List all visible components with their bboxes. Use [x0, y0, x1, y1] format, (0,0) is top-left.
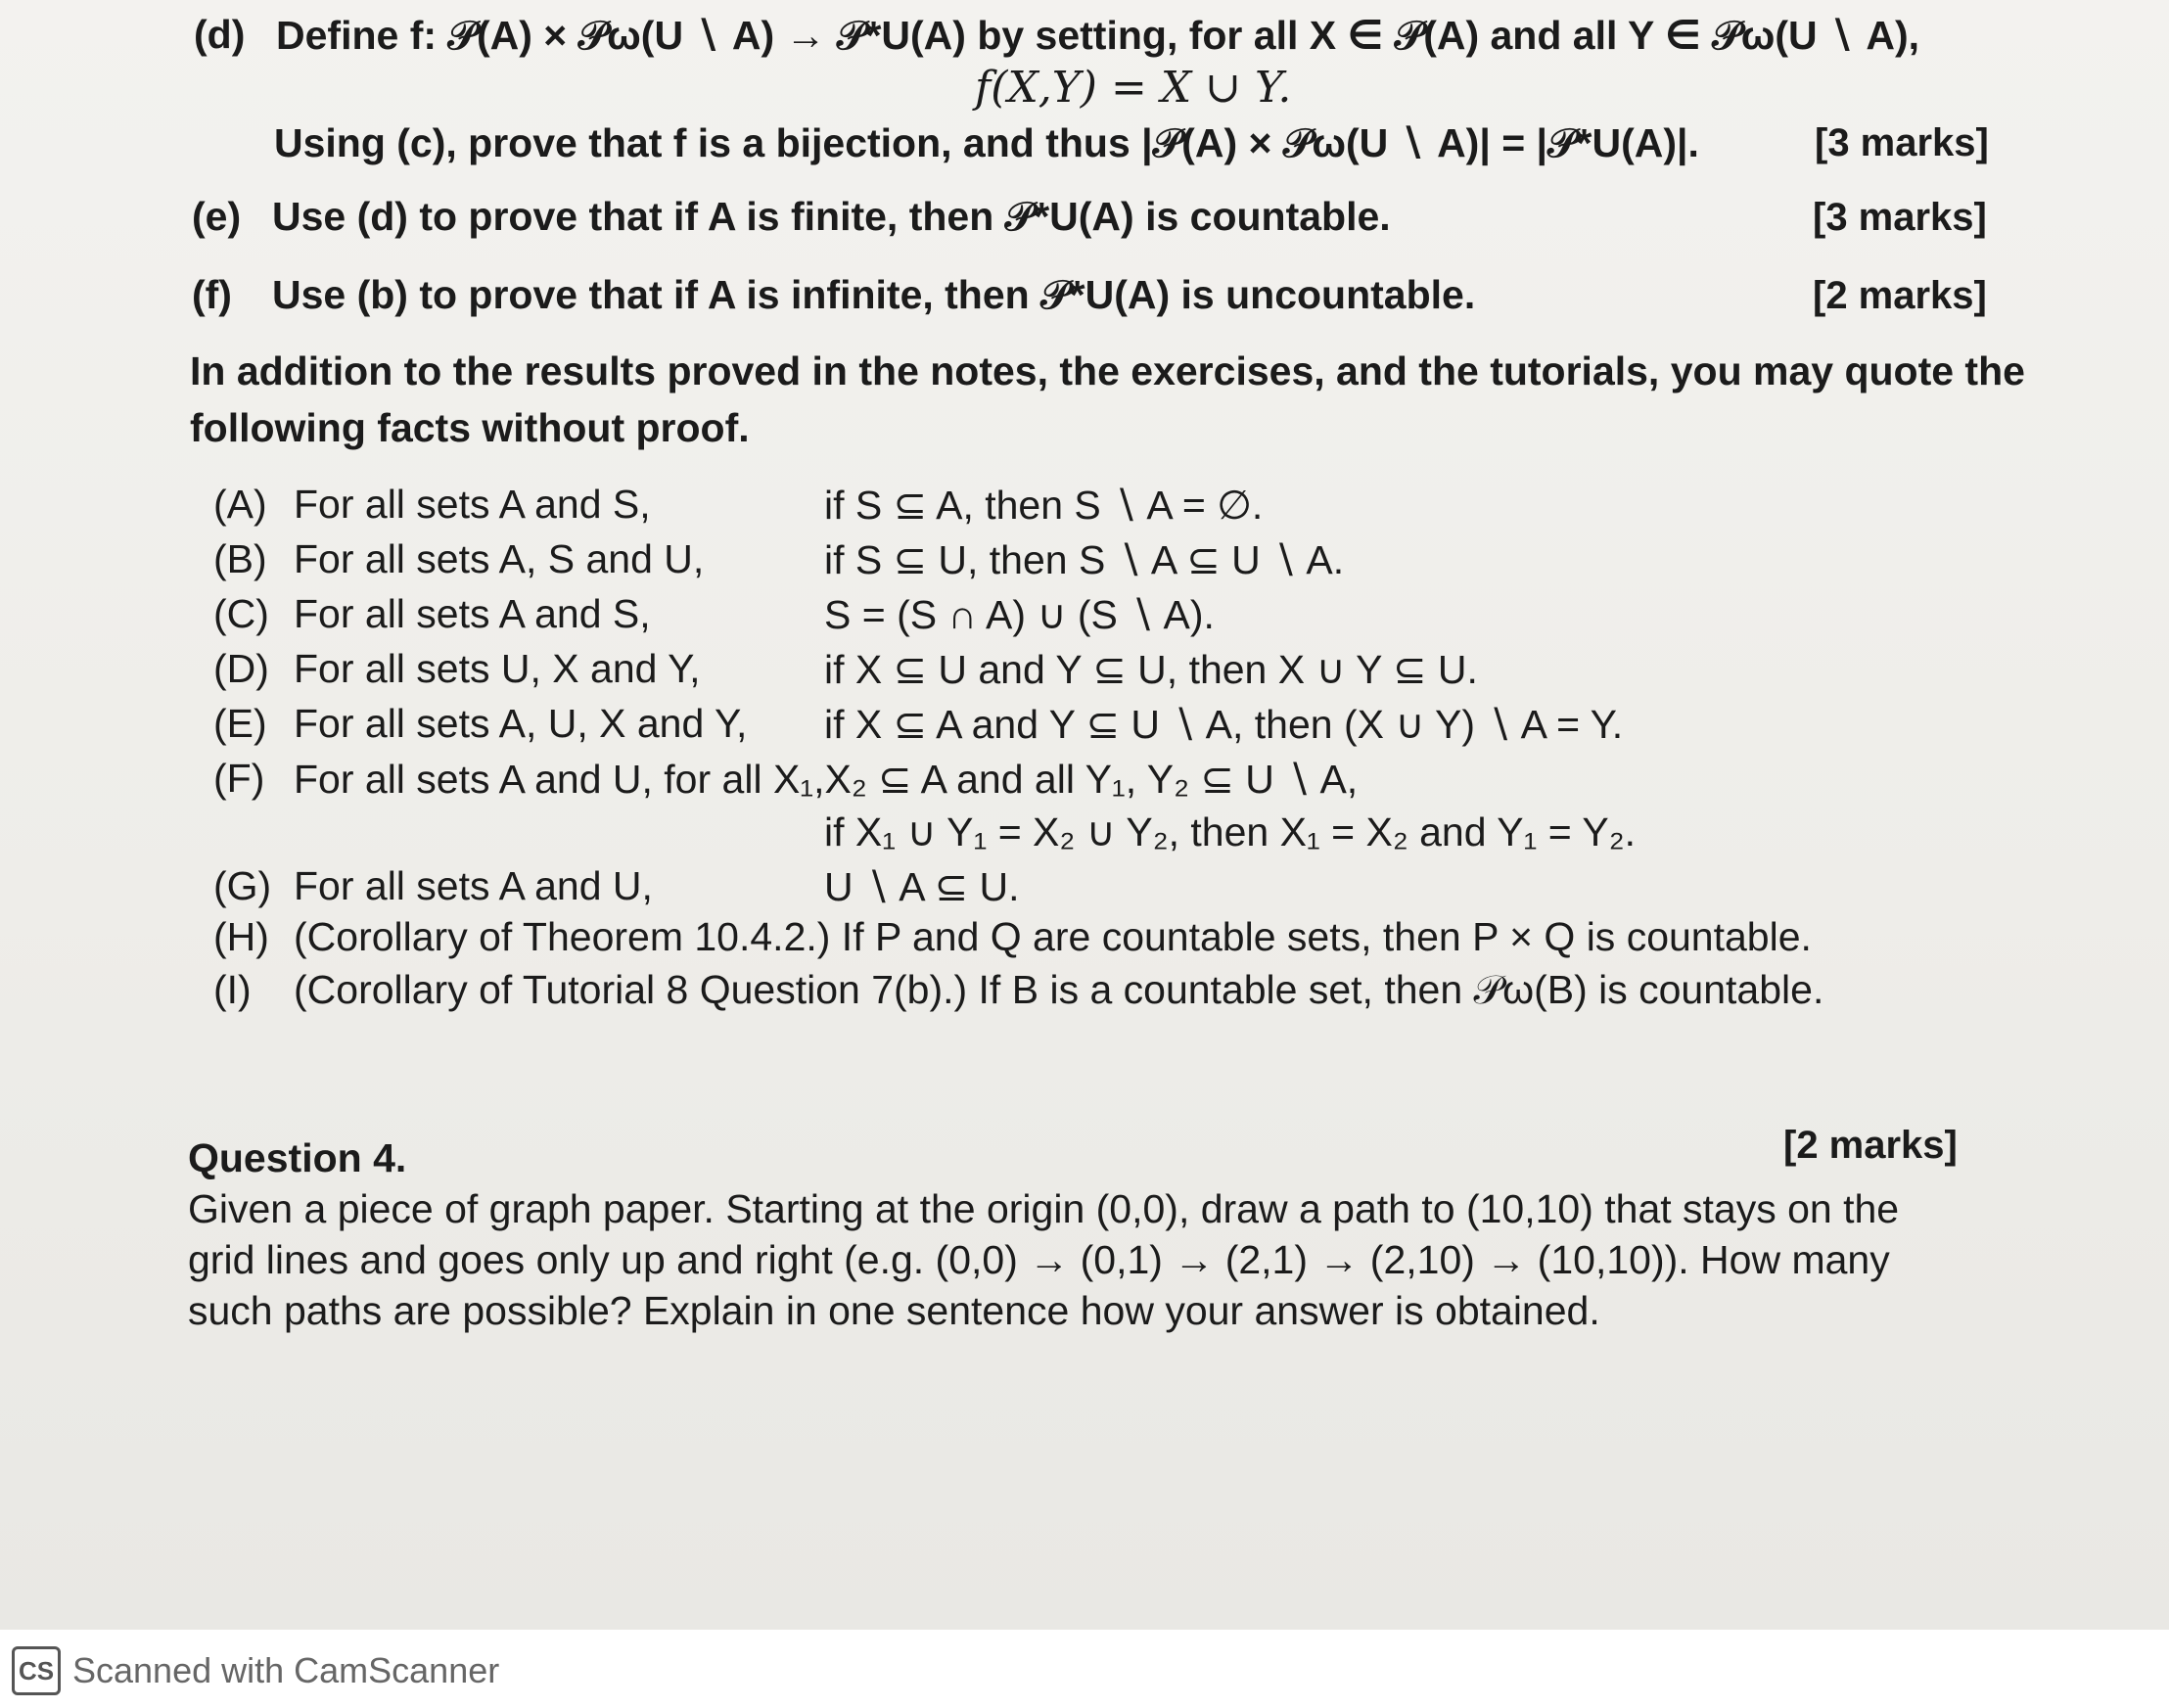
question4-marks: [2 marks] [1783, 1124, 1958, 1167]
fact-a-right: if S ⊆ A, then S ∖ A = ∅. [824, 483, 1264, 528]
fact-e-left: For all sets A, U, X and Y, [294, 701, 748, 746]
part-f-label: (f) [192, 272, 232, 317]
fact-f-label: (F) [213, 756, 265, 801]
fact-h-text: (Corollary of Theorem 10.4.2.) If P and Q are countable sets, then P × Q is countable. [294, 914, 1812, 959]
part-d-label: (d) [194, 12, 246, 57]
part-f-marks: [2 marks] [1813, 274, 1987, 317]
fact-d-left: For all sets U, X and Y, [294, 646, 701, 691]
camscanner-logo-icon: CS [12, 1646, 61, 1695]
part-e-marks: [3 marks] [1813, 196, 1987, 239]
fact-g-right: U ∖ A ⊆ U. [824, 864, 1020, 909]
part-d-formula: f(X,Y) = X ∪ Y. [975, 63, 1292, 113]
part-d-marks: [3 marks] [1815, 121, 1989, 164]
camscanner-watermark [12, 1641, 499, 1700]
part-d-line3: Using (c), prove that f is a bijection, and thus |𝒫(A) × 𝒫ω(U ∖ A)| = |𝒫*U(A)|. [274, 120, 1699, 165]
fact-a-left: For all sets A and S, [294, 482, 651, 527]
fact-f-left: For all sets A and U, for all X₁,X₂ ⊆ A and all Y₁, Y₂ ⊆ U ∖ A, [294, 757, 1359, 802]
fact-b-right: if S ⊆ U, then S ∖ A ⊆ U ∖ A. [824, 537, 1345, 582]
question4-line3: such paths are possible? Explain in one sentence how your answer is obtained. [188, 1288, 1600, 1333]
fact-b-left: For all sets A, S and U, [294, 536, 705, 581]
fact-c-label: (C) [213, 591, 269, 636]
fact-d-label: (D) [213, 646, 269, 691]
fact-a-label: (A) [213, 482, 267, 527]
part-f-text: Use (b) to prove that if A is infinite, then 𝒫*U(A) is uncountable. [272, 272, 1476, 317]
intro-line2: following facts without proof. [190, 405, 750, 450]
fact-g-left: For all sets A and U, [294, 863, 653, 908]
part-e-label: (e) [192, 194, 242, 239]
fact-f-right: if X₁ ∪ Y₁ = X₂ ∪ Y₂, then X₁ = X₂ and Y₁ = Y₂. [824, 809, 1637, 854]
fact-e-right: if X ⊆ A and Y ⊆ U ∖ A, then (X ∪ Y) ∖ A = Y. [824, 702, 1624, 747]
part-e-text: Use (d) to prove that if A is finite, then 𝒫*U(A) is countable. [272, 194, 1391, 239]
fact-c-left: For all sets A and S, [294, 591, 651, 636]
fact-e-label: (E) [213, 701, 267, 746]
fact-c-right: S = (S ∩ A) ∪ (S ∖ A). [824, 592, 1215, 637]
question4-line1: Given a piece of graph paper. Starting at the origin (0,0), draw a path to (10,10) that stays on the [188, 1186, 1900, 1231]
fact-i-label: (I) [213, 967, 252, 1012]
fact-i-text: (Corollary of Tutorial 8 Question 7(b).) If B is a countable set, then 𝒫ω(B) is countable. [294, 967, 1824, 1012]
fact-h-label: (H) [213, 914, 269, 959]
fact-d-right: if X ⊆ U and Y ⊆ U, then X ∪ Y ⊆ U. [824, 647, 1478, 692]
fact-b-label: (B) [213, 536, 267, 581]
fact-g-label: (G) [213, 863, 272, 908]
camscanner-text: Scanned with CamScanner [72, 1650, 500, 1690]
intro-line1: In addition to the results proved in the notes, the exercises, and the tutorials, you may quote the [190, 348, 2025, 393]
question4-title: Question 4. [188, 1135, 407, 1180]
part-d-line1: Define f: 𝒫(A) × 𝒫ω(U ∖ A) → 𝒫*U(A) by setting, for all X ∈ 𝒫(A) and all Y ∈ 𝒫ω(U ∖ A), [276, 13, 1920, 58]
question4-line2: grid lines and goes only up and right (e.g. (0,0) → (0,1) → (2,1) → (2,10) → (10,10)). How many [188, 1237, 1890, 1282]
